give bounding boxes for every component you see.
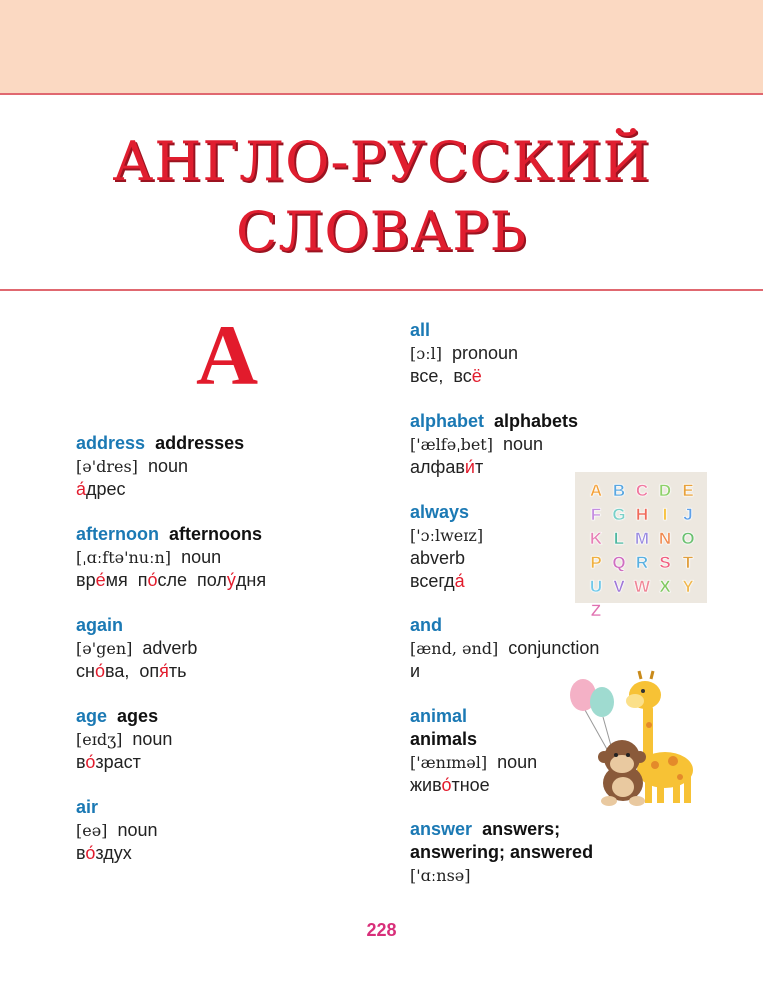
part-of-speech: abverb (410, 548, 466, 568)
alphabet-letter-i: I (662, 505, 668, 524)
entry-address (76, 432, 244, 501)
alphabet-letter-d: D (658, 481, 672, 500)
headword: age (76, 706, 108, 726)
entry-again (76, 614, 197, 683)
alphabet-letter-r: R (635, 553, 649, 572)
alphabet-letter-s: S (659, 553, 671, 572)
alphabet-letter-t: T (682, 553, 694, 572)
monkey-icon (598, 740, 646, 806)
entry-age (76, 705, 172, 774)
headword: again (76, 615, 124, 635)
alphabet-letter-q: Q (612, 553, 626, 572)
headword: afternoon (76, 524, 159, 544)
headword: always (410, 502, 470, 522)
translation: а́дрес (76, 479, 126, 499)
transcription: [ə'gen] (76, 639, 133, 658)
alphabet-letter-f: F (590, 505, 602, 524)
headword: answer (410, 819, 473, 839)
alphabet-letter-h: H (635, 505, 649, 524)
part-of-speech: conjunction (508, 638, 600, 658)
part-of-speech: noun (147, 456, 188, 476)
transcription: [eɪdʒ] (76, 730, 123, 749)
word-forms: animals (410, 729, 478, 749)
entry-afternoon (76, 523, 266, 592)
word-forms: afternoons (169, 524, 263, 544)
teal-balloon (590, 687, 614, 717)
entry-answer (410, 818, 593, 887)
transcription: ['ɑːnsə] (410, 866, 471, 885)
transcription: [ə'dres] (76, 457, 138, 476)
translation: сно́ва, опя́ть (76, 661, 187, 681)
animals-illustration (565, 665, 710, 810)
page-title-line1: АНГЛО-РУССКИЙ (112, 130, 651, 193)
transcription: [ˌɑːftə'nuːn] (76, 548, 172, 567)
alphabet-letter-y: Y (682, 577, 694, 596)
entry-air (76, 796, 157, 865)
alphabet-letter-z: Z (590, 601, 602, 620)
alphabet-letter-n: N (658, 529, 672, 548)
alphabet-letter-k: K (589, 529, 603, 548)
part-of-speech: adverb (142, 638, 198, 658)
transcription: ['ælfəˌbet] (410, 435, 493, 454)
transcription: [ɔːl] (410, 344, 442, 363)
page-number: 228 (366, 920, 397, 940)
transcription: [ænd, ənd] (410, 639, 499, 658)
word-forms: answers; (482, 819, 561, 839)
alphabet-letter-c: C (635, 481, 649, 500)
headword: alphabet (410, 411, 485, 431)
divider-bottom (0, 289, 763, 291)
translation: алфави́т (410, 457, 484, 477)
transcription: ['ɔːlweɪz] (410, 526, 484, 545)
word-forms: alphabets (494, 411, 579, 431)
headword: animal (410, 706, 468, 726)
headword: and (410, 615, 443, 635)
headword: all (410, 320, 431, 340)
section-letter: A (195, 307, 259, 403)
translation: живо́тное (410, 775, 490, 795)
entry-alphabet (410, 410, 578, 479)
word-forms: ages (117, 706, 159, 726)
entry-animal (410, 705, 537, 797)
translation: во́зраст (76, 752, 141, 772)
transcription: ['ænɪməl] (410, 753, 488, 772)
part-of-speech: noun (132, 729, 173, 749)
headword: address (76, 433, 146, 453)
part-of-speech: noun (181, 547, 222, 567)
alphabet-letters (585, 480, 699, 622)
translation: во́здух (76, 843, 132, 863)
header-band (0, 0, 763, 93)
part-of-speech: pronoun (451, 343, 519, 363)
divider-top (0, 93, 763, 95)
part-of-speech: noun (497, 752, 538, 772)
alphabet-letter-m: M (634, 529, 650, 548)
alphabet-letter-e: E (682, 481, 694, 500)
entry-all (410, 319, 518, 388)
translation: все, всё (410, 366, 482, 386)
alphabet-image (575, 472, 707, 620)
alphabet-letter-l: L (613, 529, 625, 548)
alphabet-letter-u: U (589, 577, 603, 596)
alphabet-letter-b: B (612, 481, 626, 500)
transcription: [eə] (76, 821, 108, 840)
alphabet-letter-j: J (683, 505, 693, 524)
page-title-line2: СЛОВАРЬ (236, 200, 527, 263)
alphabet-letter-o: O (681, 529, 695, 548)
alphabet-letter-w: W (633, 577, 651, 596)
translation: и (410, 661, 421, 681)
translation: вре́мя по́сле полу́дня (76, 570, 267, 590)
entry-always (410, 501, 483, 593)
headword: air (76, 797, 99, 817)
alphabet-letter-p: P (590, 553, 602, 572)
word-forms-2: answering; answered (410, 842, 594, 862)
word-forms: addresses (155, 433, 245, 453)
alphabet-letter-v: V (613, 577, 625, 596)
part-of-speech: noun (502, 434, 544, 454)
alphabet-letter-a: A (589, 481, 603, 500)
translation: всегда́ (410, 571, 465, 591)
part-of-speech: noun (117, 820, 158, 840)
alphabet-letter-x: X (659, 577, 671, 596)
alphabet-letter-g: G (612, 505, 626, 524)
